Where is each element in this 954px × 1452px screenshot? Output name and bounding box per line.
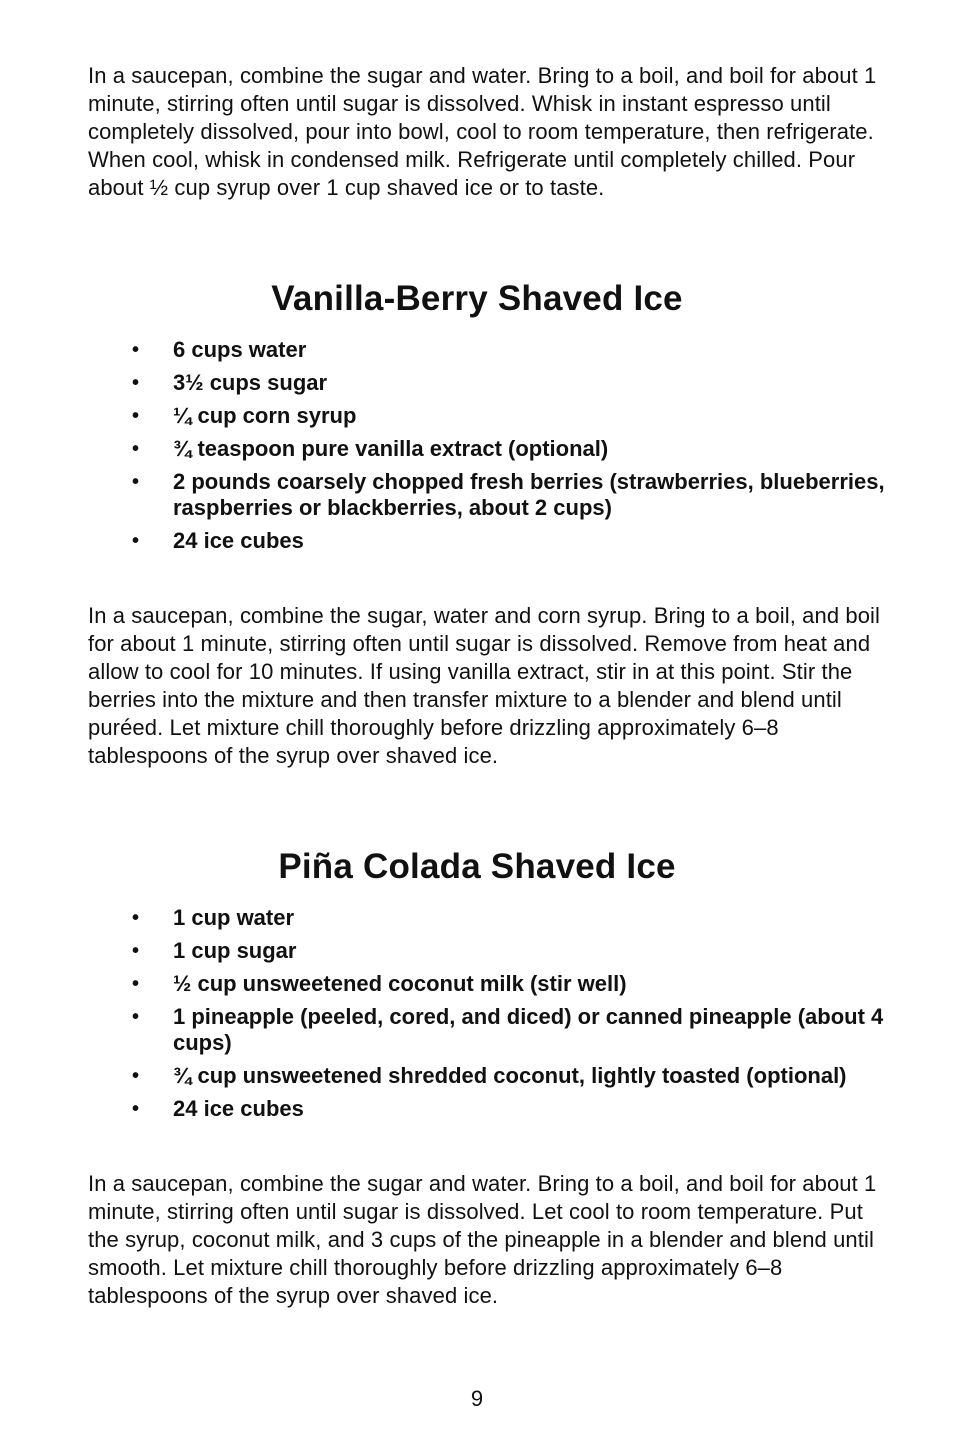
bullet-icon: •: [132, 973, 140, 995]
list-item: [132, 403, 892, 429]
ingredient-text: 1 pineapple (peeled, cored, and diced) or canned pineapple (about 4 cups): [173, 1004, 884, 1055]
bullet-icon: •: [132, 405, 140, 427]
bullet-icon: •: [132, 1065, 140, 1087]
list-item: [132, 528, 892, 554]
ingredient-list-vanilla-berry: [132, 337, 892, 561]
bullet-icon: •: [132, 471, 140, 493]
bullet-icon: •: [132, 1006, 140, 1028]
bullet-icon: •: [132, 530, 140, 552]
recipe-title-vanilla-berry: Vanilla-Berry Shaved Ice: [271, 279, 683, 318]
ingredient-text: ½ cup unsweetened coconut milk (stir well): [173, 971, 627, 996]
ingredient-text: 24 ice cubes: [173, 528, 304, 553]
ingredient-text: ¾ cup unsweetened shredded coconut, lightly toasted (optional): [173, 1063, 847, 1088]
ingredient-text: 24 ice cubes: [173, 1096, 304, 1121]
list-item: [132, 1096, 892, 1122]
ingredient-text: 2 pounds coarsely chopped fresh berries (strawberries, blueberries, raspberries or blackberries, about 2 cups): [173, 469, 885, 520]
ingredient-text: ¾ teaspoon pure vanilla extract (optional): [173, 436, 609, 461]
recipe-directions-pina-colada: In a saucepan, combine the sugar and water. Bring to a boil, and boil for about 1 minute, stirring often until sugar is dissolved. Let cool to room temperature. Put the syrup, coconut milk, and 3 cups of the pineapple in a blender and blend until smooth. Let mixture chill thoroughly before drizzling approximately 6–8 tablespoons of the syrup over shaved ice.: [88, 1171, 877, 1308]
page-number: 9: [470, 1386, 484, 1411]
ingredient-text: 1 cup water: [173, 905, 295, 930]
recipe-directions-vanilla-berry: In a saucepan, combine the sugar, water and corn syrup. Bring to a boil, and boil for about 1 minute, stirring often until sugar is dissolved. Remove from heat and allow to cool for 10 minutes. If using vanilla extract, stir in at this point. Stir the berries into the mixture and then transfer mixture to a blender and blend until puréed. Let mixture chill thoroughly before drizzling approximately 6–8 tablespoons of the syrup over shaved ice.: [88, 603, 881, 768]
bullet-icon: •: [132, 907, 140, 929]
ingredient-list-pina-colada: [132, 905, 892, 1129]
list-item: [132, 971, 892, 997]
list-item: [132, 938, 892, 964]
ingredient-text: ¼ cup corn syrup: [173, 403, 357, 428]
list-item: [132, 905, 892, 931]
bullet-icon: •: [132, 940, 140, 962]
list-item: [132, 370, 892, 396]
list-item: [132, 469, 892, 521]
list-item: [132, 337, 892, 363]
ingredient-text: 3½ cups sugar: [173, 370, 328, 395]
recipe-title-pina-colada: Piña Colada Shaved Ice: [278, 847, 676, 886]
bullet-icon: •: [132, 438, 140, 460]
ingredient-text: 1 cup sugar: [173, 938, 297, 963]
espresso-directions: In a saucepan, combine the sugar and water. Bring to a boil, and boil for about 1 minute, stirring often until sugar is dissolved. Whisk in instant espresso until completely dissolved, pour into bowl, cool to room temperature, then refrigerate. When cool, whisk in condensed milk. Refrigerate until completely chilled. Pour about ½ cup syrup over 1 cup shaved ice or to taste.: [88, 63, 877, 200]
bullet-icon: •: [132, 339, 140, 361]
list-item: [132, 436, 892, 462]
bullet-icon: •: [132, 372, 140, 394]
list-item: [132, 1004, 892, 1056]
bullet-icon: •: [132, 1098, 140, 1120]
list-item: [132, 1063, 892, 1089]
ingredient-text: 6 cups water: [173, 337, 307, 362]
